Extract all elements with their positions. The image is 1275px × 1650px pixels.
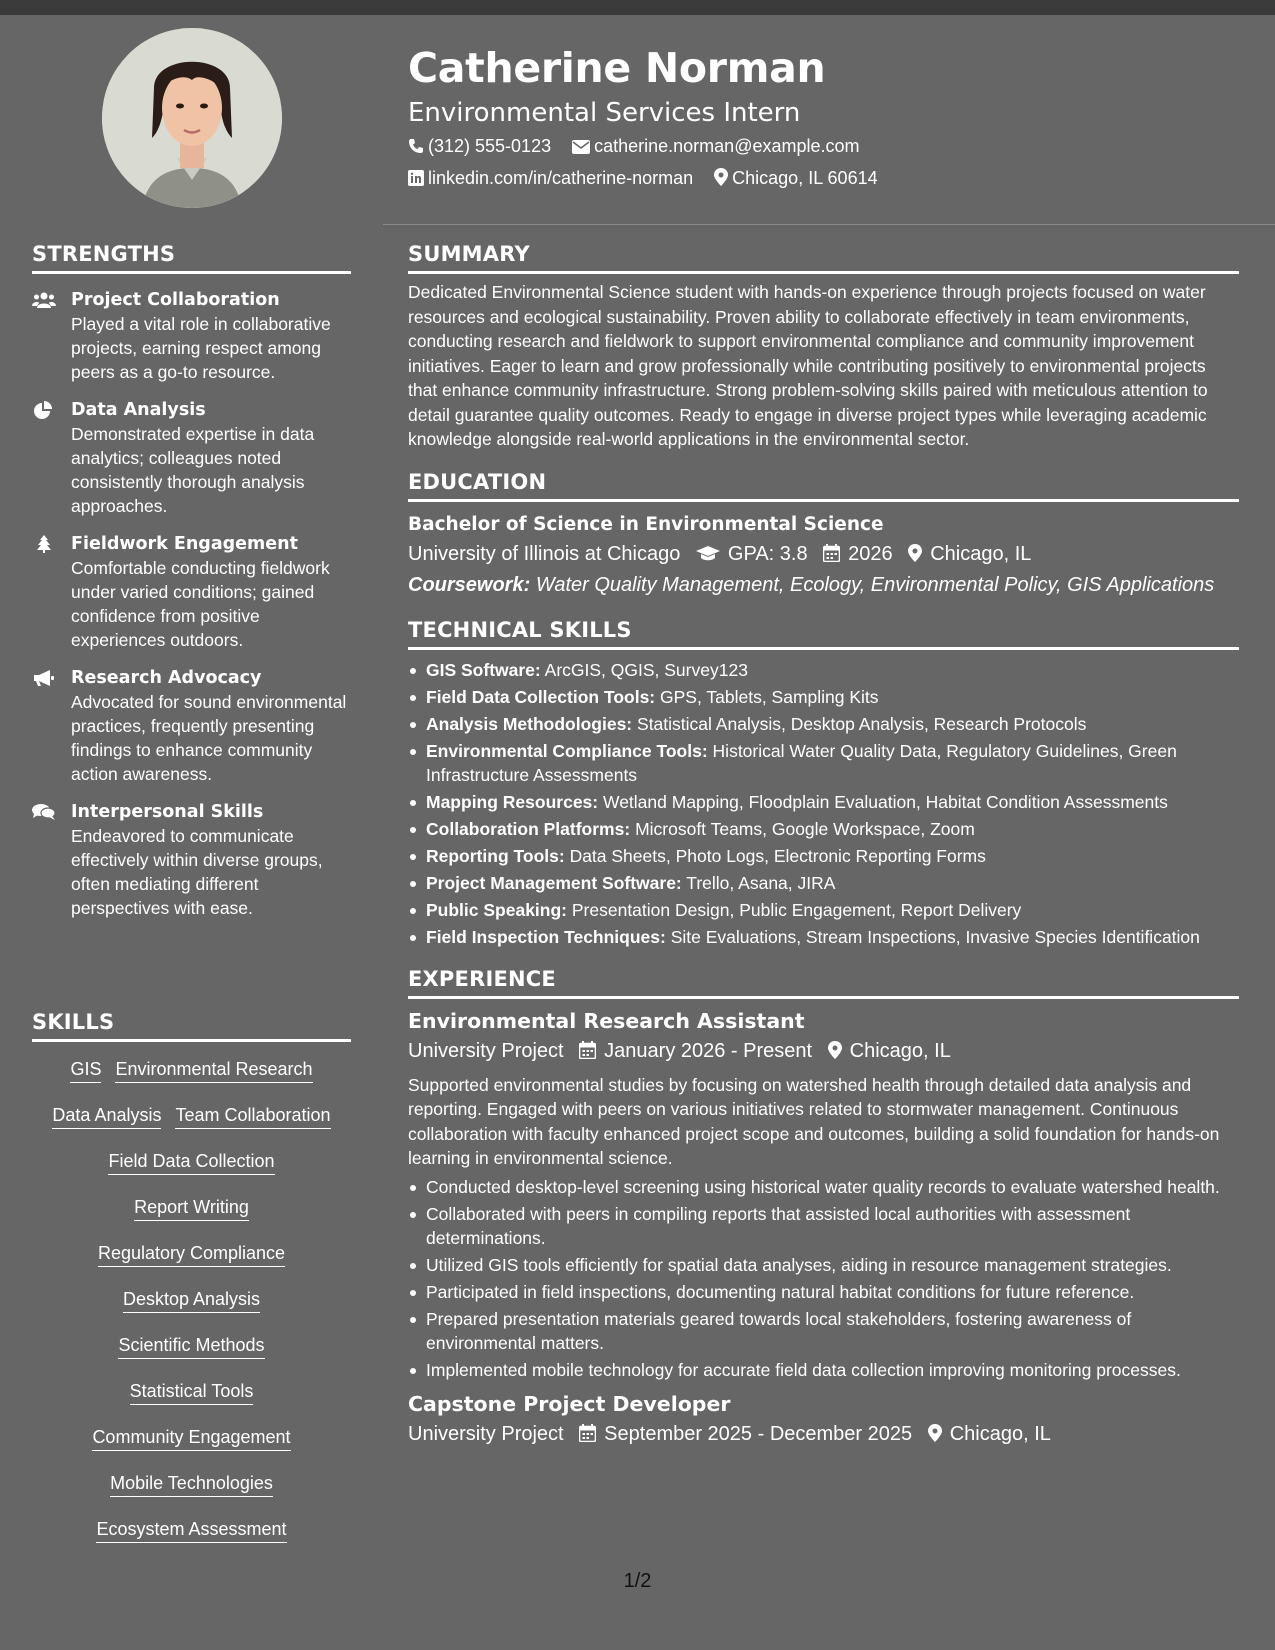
- calendar-icon: [579, 1424, 596, 1442]
- skills-section: [32, 1010, 351, 1558]
- list-item: [408, 898, 1239, 922]
- job-meta: [408, 1418, 1239, 1450]
- strengths-section: [32, 242, 351, 920]
- calendar-icon: [579, 1041, 596, 1059]
- job-org: University Project: [408, 1039, 564, 1062]
- skill-label: Field Data Collection Tools:: [426, 686, 656, 707]
- skill-value: Trello, Asana, JIRA: [686, 872, 836, 893]
- skill-label: Reporting Tools:: [426, 845, 565, 866]
- skill-label: Project Management Software:: [426, 872, 682, 893]
- list-item: Conducted desktop-level screening using historical water quality records to evaluate watershed health.: [408, 1175, 1239, 1199]
- job-meta: [408, 1035, 1239, 1067]
- strength-desc: Endeavored to communicate effectively within diverse groups, often mediating different perspectives with ease.: [71, 826, 323, 918]
- summary-title: SUMMARY: [408, 242, 1239, 274]
- skill-label: GIS Software:: [426, 659, 541, 680]
- skill-tag: Environmental Research: [115, 1058, 312, 1083]
- map-pin-icon: [828, 1041, 842, 1059]
- strength-desc: Demonstrated expertise in data analytics; colleagues noted consistently thorough analysis approaches.: [71, 424, 315, 516]
- profile-photo: [102, 28, 282, 208]
- strength-desc: Advocated for sound environmental practices, frequently presenting findings to enhance community action awareness.: [71, 692, 347, 784]
- comments-icon: [32, 803, 56, 821]
- page-number: 1/2: [623, 1570, 652, 1592]
- job-dates: [579, 1418, 912, 1450]
- candidate-name: Catherine Norman: [408, 44, 826, 92]
- strength-item: [32, 666, 351, 786]
- list-item: Collaborated with peers in compiling reports that assisted local authorities with assessment determinations.: [408, 1202, 1239, 1250]
- education-section: [408, 470, 1239, 600]
- summary-text: Dedicated Environmental Science student with hands-on experience through projects focused on water resources and ecological sustainability. Proven ability to collaborate effectively in team environments, conducting research and fieldwork to support environmental compliance and community improvement initiatives. Eager to learn and grow professionally while contributing positively to environmental projects that enhance community infrastructure. Strong problem-solving skills paired with meticulous attention to detail guarantee quality outcomes. Ready to engage in diverse project types while leveraging academic knowledge alongside real-world applications in the environmental sector.: [408, 282, 1208, 449]
- strength-desc: Comfortable conducting fieldwork under varied conditions; gained confidence from positive experiences outdoors.: [71, 558, 330, 650]
- gpa: [696, 538, 808, 570]
- strength-name: Fieldwork Engagement: [71, 534, 298, 554]
- strength-item: [32, 288, 351, 384]
- skill-value: Data Sheets, Photo Logs, Electronic Reporting Forms: [569, 845, 986, 866]
- skill-label: Analysis Methodologies:: [426, 713, 633, 734]
- coursework-text: Water Quality Management, Ecology, Environmental Policy, GIS Applications: [535, 573, 1215, 596]
- linkedin-text: linkedin.com/in/catherine-norman: [428, 168, 694, 188]
- skill-tag: Statistical Tools: [130, 1380, 254, 1405]
- job-location: [928, 1418, 1051, 1450]
- strength-item: [32, 532, 351, 652]
- list-item: Participated in field inspections, documenting natural habitat conditions for future reference.: [408, 1280, 1239, 1304]
- list-item: [408, 790, 1239, 814]
- list-item: [408, 658, 1239, 682]
- resume-header: [408, 40, 1248, 194]
- users-icon: [32, 291, 56, 309]
- tree-icon: [32, 535, 56, 553]
- degree-title: Bachelor of Science in Environmental Science: [408, 513, 884, 535]
- location-text: Chicago, IL: [949, 1422, 1051, 1445]
- list-item: Utilized GIS tools efficiently for spatial data analyses, aiding in resource management strategies.: [408, 1253, 1239, 1277]
- experience-section: [408, 967, 1239, 1450]
- contact-linkedin[interactable]: [408, 162, 693, 194]
- strength-desc: Played a vital role in collaborative projects, earning respect among peers as a go-to resource.: [71, 314, 331, 382]
- summary-section: [408, 242, 1239, 452]
- dates-text: September 2025 - December 2025: [604, 1422, 913, 1445]
- job-dates: [579, 1035, 812, 1067]
- header-divider: [383, 224, 1275, 225]
- skill-tags: [32, 1052, 351, 1558]
- skill-label: Public Speaking:: [426, 899, 567, 920]
- map-pin-icon: [928, 1424, 942, 1442]
- skill-label: Collaboration Platforms:: [426, 818, 631, 839]
- skill-tag: Team Collaboration: [175, 1104, 330, 1129]
- skill-tag: Field Data Collection: [108, 1150, 274, 1175]
- skill-value: GPS, Tablets, Sampling Kits: [660, 686, 879, 707]
- list-item: [408, 871, 1239, 895]
- skill-value: ArcGIS, QGIS, Survey123: [544, 659, 748, 680]
- job-entry: [408, 1390, 1239, 1450]
- strength-name: Research Advocacy: [71, 668, 262, 688]
- job-title: Capstone Project Developer: [408, 1391, 731, 1416]
- job-entry: [408, 1007, 1239, 1382]
- graduation-cap-icon: [696, 546, 720, 562]
- coursework: [408, 570, 1239, 600]
- education-meta: [408, 538, 1239, 570]
- job-bullets: [408, 1175, 1239, 1382]
- list-item: [408, 685, 1239, 709]
- list-item: [408, 712, 1239, 736]
- technical-skills-list: [408, 658, 1239, 949]
- phone-text: (312) 555-0123: [428, 136, 552, 156]
- skill-value: Statistical Analysis, Desktop Analysis, Research Protocols: [637, 713, 1087, 734]
- main-column: [408, 242, 1239, 1468]
- list-item: [408, 739, 1239, 787]
- education-title: EDUCATION: [408, 470, 1239, 502]
- strengths-title: STRENGTHS: [32, 242, 351, 274]
- skills-title: SKILLS: [32, 1010, 351, 1042]
- skill-tag: Report Writing: [134, 1196, 249, 1221]
- linkedin-icon: [408, 170, 424, 186]
- phone-icon: [408, 138, 424, 154]
- job-location: [828, 1035, 951, 1067]
- skill-value: Historical Water Quality Data, Regulatory Guidelines, Green Infrastructure Assessments: [426, 740, 1177, 785]
- technical-skills-section: [408, 618, 1239, 949]
- technical-skills-title: TECHNICAL SKILLS: [408, 618, 1239, 650]
- strength-name: Project Collaboration: [71, 290, 280, 310]
- contact-line-2: [408, 162, 1248, 194]
- skill-tag: Mobile Technologies: [110, 1472, 273, 1497]
- coursework-label: Coursework:: [408, 573, 531, 596]
- location-text: Chicago, IL: [849, 1039, 951, 1062]
- avatar: [102, 28, 282, 208]
- job-title: Environmental Research Assistant: [408, 1008, 805, 1033]
- map-pin-icon: [908, 544, 922, 562]
- contact-email[interactable]: [572, 130, 859, 162]
- skill-value: Presentation Design, Public Engagement, Report Delivery: [571, 899, 1022, 920]
- skill-tag: Data Analysis: [52, 1104, 161, 1129]
- contact-phone[interactable]: [408, 130, 551, 162]
- skill-tag: Community Engagement: [92, 1426, 290, 1451]
- skill-tag: Ecosystem Assessment: [96, 1518, 286, 1543]
- skill-value: Wetland Mapping, Floodplain Evaluation, Habitat Condition Assessments: [603, 791, 1168, 812]
- year-text: 2026: [848, 542, 893, 565]
- location-text: Chicago, IL: [930, 542, 1032, 565]
- gpa-text: GPA: 3.8: [727, 542, 808, 565]
- map-pin-icon: [714, 168, 728, 186]
- location-text: Chicago, IL 60614: [732, 168, 878, 188]
- contact-location: [714, 162, 877, 194]
- list-item: [408, 817, 1239, 841]
- strength-name: Interpersonal Skills: [71, 802, 264, 822]
- skill-tag: GIS: [70, 1058, 101, 1083]
- job-description: Supported environmental studies by focusing on watershed health through detailed data analysis and reporting. Engaged with peers on various initiatives related to stormwater management. Continuous collaboration with faculty enhanced project scope and outcomes, building a solid foundation for hands-on learning in environmental science.: [408, 1074, 1220, 1168]
- dates-text: January 2026 - Present: [604, 1039, 813, 1062]
- pie-chart-icon: [32, 401, 56, 419]
- strength-name: Data Analysis: [71, 400, 206, 420]
- strength-item: [32, 398, 351, 518]
- list-item: [408, 925, 1239, 949]
- skill-label: Environmental Compliance Tools:: [426, 740, 708, 761]
- job-org: University Project: [408, 1422, 564, 1445]
- envelope-icon: [572, 140, 590, 154]
- skill-label: Field Inspection Techniques:: [426, 926, 666, 947]
- calendar-icon: [823, 544, 840, 562]
- list-item: Prepared presentation materials geared towards local stakeholders, fostering awareness of environmental matters.: [408, 1307, 1239, 1355]
- education-location: [908, 538, 1031, 570]
- top-bar: [0, 0, 1275, 15]
- school-name: University of Illinois at Chicago: [408, 542, 681, 565]
- skill-tag: Desktop Analysis: [123, 1288, 260, 1313]
- candidate-role: Environmental Services Intern: [408, 98, 801, 128]
- strength-item: [32, 800, 351, 920]
- skill-value: Microsoft Teams, Google Workspace, Zoom: [635, 818, 975, 839]
- skill-tag: Regulatory Compliance: [98, 1242, 285, 1267]
- skill-value: Site Evaluations, Stream Inspections, Invasive Species Identification: [670, 926, 1200, 947]
- email-text: catherine.norman@example.com: [594, 136, 860, 156]
- graduation-year: [823, 538, 893, 570]
- contact-line-1: [408, 130, 1248, 162]
- experience-title: EXPERIENCE: [408, 967, 1239, 999]
- skill-tag: Scientific Methods: [118, 1334, 264, 1359]
- skill-label: Mapping Resources:: [426, 791, 599, 812]
- megaphone-icon: [32, 669, 56, 687]
- list-item: [408, 844, 1239, 868]
- list-item: Implemented mobile technology for accurate field data collection improving monitoring processes.: [408, 1358, 1239, 1382]
